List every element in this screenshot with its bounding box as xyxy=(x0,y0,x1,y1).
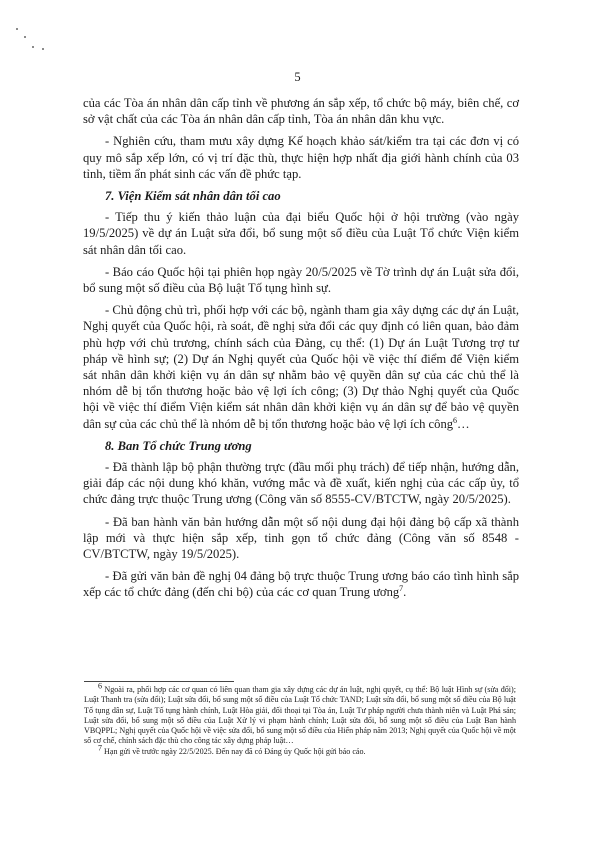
footnote-7-text: Hạn gửi về trước ngày 22/5/2025. Đến nay đã có Đảng ủy Quốc hội gửi báo cáo. xyxy=(104,746,366,756)
section7-paragraph-1: - Tiếp thu ý kiến thảo luận của đại biểu Quốc hội ở hội trường (vào ngày 19/5/2025) về dự án Luật sửa đổi, bổ sung một số điều của Luật Tổ chức Viện kiểm sát nhân dân tối cao. xyxy=(83,210,519,257)
section8-paragraph-3-tail: . xyxy=(403,585,407,600)
section7-paragraph-3 xyxy=(83,302,519,432)
section7-paragraph-3-tail: … xyxy=(457,416,470,431)
paragraph-continuation: của các Tòa án nhân dân cấp tỉnh về phương án sắp xếp, tổ chức bộ máy, biên chế, cơ sở vật chất của các Tòa án nhân dân cấp tỉnh, Tòa án nhân dân khu vực. xyxy=(83,96,519,127)
section7-paragraph-3-text: - Chủ động chủ trì, phối hợp với các bộ, ngành tham gia xây dựng các dự án Luật, Nghị quyết của Quốc hội, rà soát, đề nghị sửa đổi các quy định có liên quan, bảo đảm phù hợp với chủ trương, chính sách của Đảng, cụ thể: (1) Dự án Luật Tương trợ tư pháp về hình sự; (2) Dự án Nghị quyết của Quốc hội về việc thí điểm để Viện kiểm sát nhân dân khởi kiện vụ án dân sự nhằm bảo vệ quyền dân sự của các chủ thể là nhóm dễ bị tổn thương hoặc bảo vệ lợi ích công; (3) Dự thảo Nghị quyết của Quốc hội về việc thí điểm Viện kiểm sát nhân dân khởi kiện vụ án dân sự để bảo vệ quyền dân sự của các chủ thể là nhóm dễ bị tổn thương hoặc bảo vệ lợi ích công xyxy=(83,303,519,431)
section8-paragraph-3 xyxy=(83,568,519,600)
footnotes xyxy=(84,681,516,757)
footnote-ref-6[interactable]: 6 xyxy=(453,415,458,425)
section8-paragraph-3-text: - Đã gửi văn bản đề nghị 04 đảng bộ trực thuộc Trung ương báo cáo tình hình sắp xếp các tổ chức đảng (đến chi bộ) của các cơ quan Trung ương xyxy=(83,569,519,600)
footnote-6-text: Ngoài ra, phối hợp các cơ quan có liên quan tham gia xây dựng các dự án luật, nghị quyết, cụ thể: Bộ luật Hình sự (sửa đổi); Luật Thanh tra (sửa đổi); Luật sửa đổi, bổ sung một số điều của Luật Tổ chức TAND; Luật sửa đổi, bổ sung một số điều của Bộ luật Tố tụng dân sự, Luật Tố tụng hành chính, Luật Hòa giải, đối thoại tại Tòa án, Luật Tư pháp người chưa thành niên và Luật Phá sản; Luật sửa đổi, bổ sung một số điều của Luật Xử lý vi phạm hành chính; Luật sửa đổi, bổ sung một số điều của Luật Ban hành VBQPPL; Nghị quyết của Quốc hội về việc sửa đổi, bổ sung một số điều của Hiến pháp năm 2013; Nghị quyết của Quốc hội về một số cơ chế, chính sách đặc thù cho công tác xây dựng pháp luật… xyxy=(84,685,516,746)
footnote-7 xyxy=(84,743,516,757)
section8-paragraph-2: - Đã ban hành văn bản hướng dẫn một số nội dung đại hội đảng bộ cấp xã thành lập mới và thực hiện sắp xếp, tinh gọn tổ chức đảng (Công văn số 8548 - CV/BTCTW, ngày 19/5/2025). xyxy=(83,514,519,562)
footnote-6 xyxy=(84,681,516,747)
page-number: 5 xyxy=(294,70,301,84)
footnote-mark-6: 6 xyxy=(98,681,102,691)
scan-artifact-dots xyxy=(14,26,54,66)
section8-paragraph-1: - Đã thành lập bộ phận thường trực (đầu mối phụ trách) để tiếp nhận, hướng dẫn, giải đáp các nội dung khó khăn, vướng mắc và đề xuất, kiến nghị của các cấp ủy, tổ chức đảng trực thuộc Trung ương (Công văn số 8555-CV/BTCTW, ngày 20/5/2025). xyxy=(83,460,519,507)
footnote-divider xyxy=(84,681,234,682)
footnote-ref-7[interactable]: 7 xyxy=(399,584,404,594)
footnote-mark-7: 7 xyxy=(98,743,102,753)
section7-paragraph-2: - Báo cáo Quốc hội tại phiên họp ngày 20/5/2025 về Tờ trình dự án Luật sửa đổi, bổ sung một số điều của Bộ luật Tố tụng hình sự. xyxy=(83,264,519,296)
section-heading-7: 7. Viện Kiểm sát nhân dân tối cao xyxy=(105,189,281,204)
document-body xyxy=(83,95,519,607)
paragraph-research: - Nghiên cứu, tham mưu xây dựng Kế hoạch khảo sát/kiểm tra tại các đơn vị có quy mô sắp xếp lớn, có vị trí đặc thù, thực hiện hợp nhất địa giới hành chính của 03 tỉnh, tiềm ẩn phát sinh các vấn đề phức tạp. xyxy=(83,134,519,181)
section-heading-8: 8. Ban Tổ chức Trung ương xyxy=(105,438,252,453)
